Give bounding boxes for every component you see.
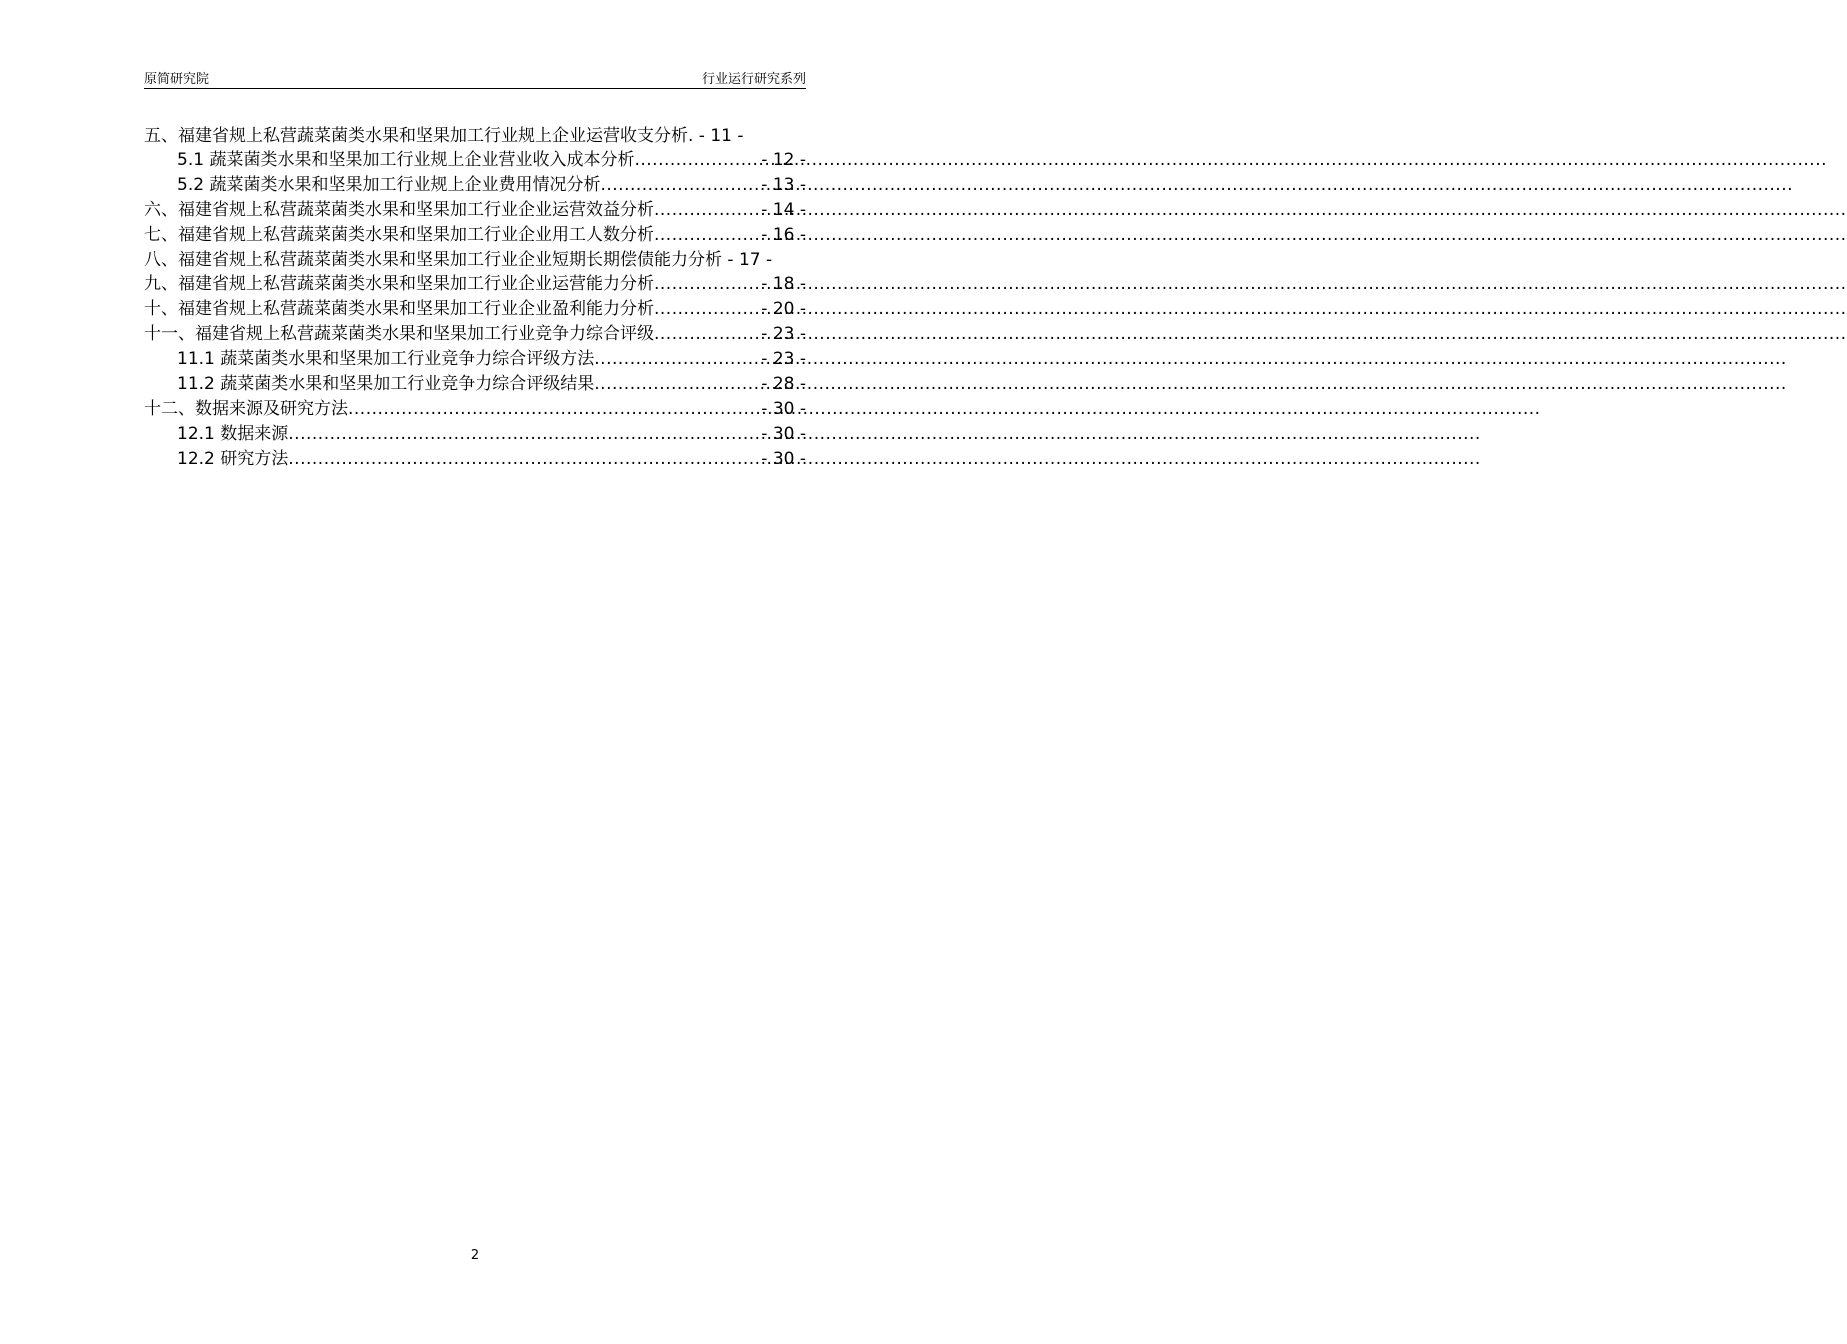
toc-entry-7[interactable] — [144, 223, 806, 248]
page-header — [144, 68, 806, 89]
toc-dot-leader — [594, 347, 761, 372]
toc-entry-page: - 23 - — [761, 324, 806, 344]
toc-entry-page: - 30 - — [761, 424, 806, 444]
toc-entry-title: 八、福建省规上私营蔬菜菌类水果和坚果加工行业企业短期长期偿债能力分析 - 17 - — [144, 250, 773, 270]
toc-entry-title: 十一、福建省规上私营蔬菜菌类水果和坚果加工行业竞争力综合评级 — [144, 324, 654, 344]
toc-dot-leader — [634, 148, 761, 173]
toc-entry-page: - 16 - — [761, 225, 806, 245]
toc-entry-title: 十二、数据来源及研究方法 — [144, 399, 348, 419]
toc-entry-page: - 28 - — [761, 374, 806, 394]
toc-entry-page: - 20 - — [761, 299, 806, 319]
toc-entry-page: - 30 - — [761, 449, 806, 469]
page-number: 2 — [470, 1248, 480, 1263]
toc-dot-leader — [654, 322, 761, 347]
toc-dot-leader — [654, 223, 761, 248]
toc-entry-title: 十、福建省规上私营蔬菜菌类水果和坚果加工行业企业盈利能力分析 — [144, 299, 654, 319]
toc-entry-title: 12.1 数据来源 — [177, 424, 289, 444]
toc-dot-leader — [348, 397, 761, 422]
toc-entry-12[interactable] — [144, 397, 806, 422]
toc-dot-leader — [288, 422, 761, 447]
toc-entry-12-1[interactable] — [144, 422, 806, 447]
toc-entry-5-1[interactable] — [144, 148, 806, 173]
toc-dot-leader — [288, 447, 761, 472]
toc-entry-8[interactable] — [144, 248, 806, 272]
toc-entry-page: - 13 - — [761, 175, 806, 195]
toc-entry-title: 六、福建省规上私营蔬菜菌类水果和坚果加工行业企业运营效益分析 — [144, 200, 654, 220]
toc-entry-11-2[interactable] — [144, 372, 806, 397]
toc-entry-page: - 23 - — [761, 349, 806, 369]
header-org-name: 原简研究院 — [144, 72, 210, 87]
toc-entry-title: 九、福建省规上私营蔬菜菌类水果和坚果加工行业企业运营能力分析 — [144, 274, 654, 294]
toc-entry-9[interactable] — [144, 272, 806, 297]
toc-entry-title: 5.2 蔬菜菌类水果和坚果加工行业规上企业费用情况分析 — [177, 175, 601, 195]
toc-entry-title: 5.1 蔬菜菌类水果和坚果加工行业规上企业营业收入成本分析 — [177, 150, 635, 170]
table-of-contents — [144, 124, 806, 472]
toc-entry-page: - 30 - — [761, 399, 806, 419]
toc-entry-5-2[interactable] — [144, 173, 806, 198]
toc-entry-title: 12.2 研究方法 — [177, 449, 289, 469]
toc-dot-leader — [654, 297, 761, 322]
toc-dot-leader — [594, 372, 761, 397]
toc-entry-6[interactable] — [144, 198, 806, 223]
toc-dot-leader — [654, 198, 761, 223]
toc-dot-leader — [654, 272, 761, 297]
header-series-name: 行业运行研究系列 — [701, 72, 806, 87]
toc-entry-12-2[interactable] — [144, 447, 806, 472]
toc-entry-page: - 14 - — [761, 200, 806, 220]
toc-entry-10[interactable] — [144, 297, 806, 322]
toc-entry-title: 七、福建省规上私营蔬菜菌类水果和坚果加工行业企业用工人数分析 — [144, 225, 654, 245]
toc-entry-11[interactable] — [144, 322, 806, 347]
toc-entry-page: - 18 - — [761, 274, 806, 294]
toc-entry-title: 五、福建省规上私营蔬菜菌类水果和坚果加工行业规上企业运营收支分析. - 11 - — [144, 126, 744, 146]
toc-dot-leader — [600, 173, 761, 198]
toc-entry-page: - 12 - — [761, 150, 806, 170]
toc-entry-title: 11.2 蔬菜菌类水果和坚果加工行业竞争力综合评级结果 — [177, 374, 595, 394]
toc-entry-title: 11.1 蔬菜菌类水果和坚果加工行业竞争力综合评级方法 — [177, 349, 595, 369]
toc-entry-5[interactable] — [144, 124, 806, 148]
toc-entry-11-1[interactable] — [144, 347, 806, 372]
